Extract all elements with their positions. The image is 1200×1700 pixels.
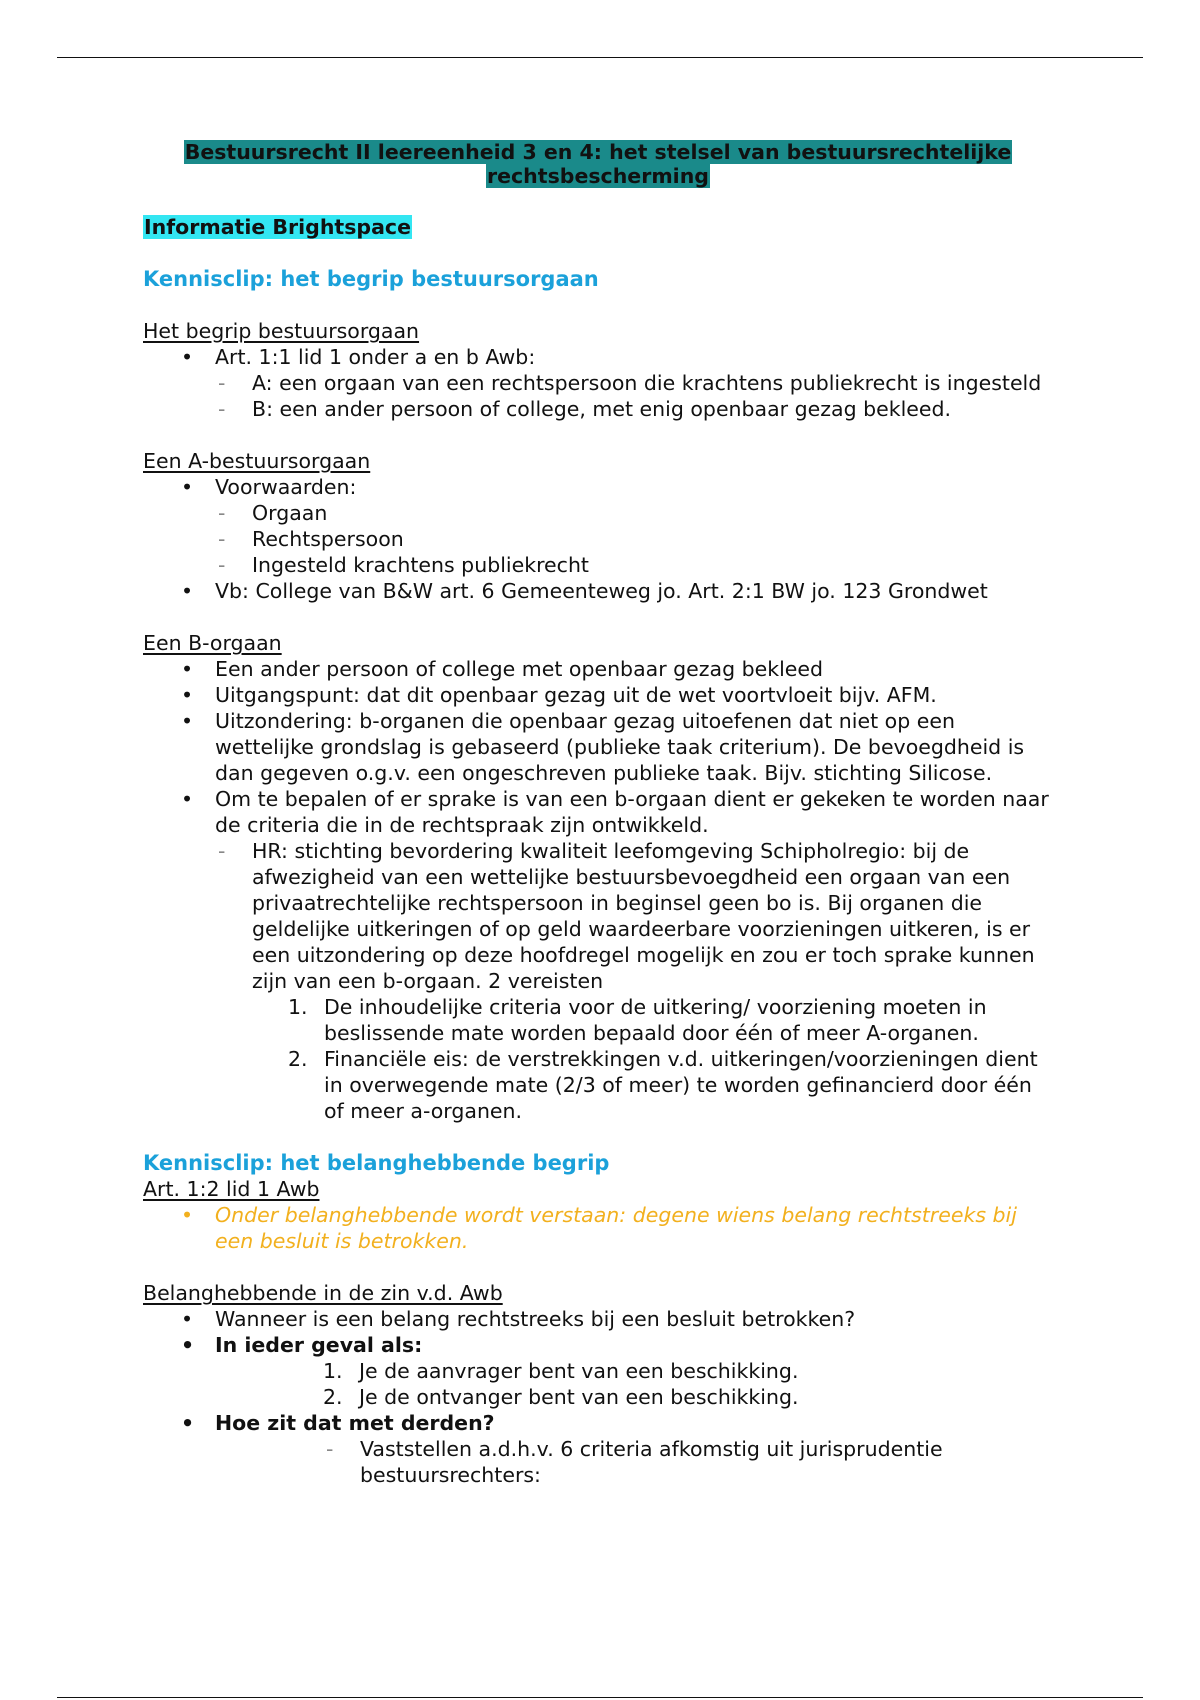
list-item: - A: een orgaan van een rechtspersoon die krachtens publiekrecht is ingesteld <box>143 370 1053 396</box>
list-quote <box>143 1202 1053 1254</box>
section-b-orgaan: Een B-orgaan <box>143 631 282 655</box>
clip2-heading: Kennisclip: het belanghebbende begrip <box>143 1151 610 1175</box>
item-number: 2. <box>323 1385 343 1409</box>
numbered-item <box>143 994 1053 1046</box>
section-belanghebbende: Belanghebbende in de zin v.d. Awb <box>143 1281 503 1305</box>
list-item: - B: een ander persoon of college, met enig openbaar gezag bekleed. <box>143 396 1053 422</box>
list-item: • Uitgangspunt: dat dit openbaar gezag uit de wet voortvloeit bijv. AFM. <box>143 682 1053 708</box>
section-a-bestuursorgaan: Een A-bestuursorgaan <box>143 449 371 473</box>
numbered-item <box>143 1384 1053 1410</box>
list-belanghebbende <box>143 1306 1053 1488</box>
title-line-2: rechtsbescherming <box>487 164 709 188</box>
list-item: • Wanneer is een belang rechtstreeks bij een besluit betrokken? <box>143 1306 1053 1332</box>
list-item: • Om te bepalen of er sprake is van een b-orgaan dient er gekeken te worden naar de criteria die in de rechtspraak zijn ontwikkeld. <box>143 786 1053 838</box>
item-number: 2. <box>288 1047 308 1071</box>
item-number: 1. <box>323 1359 343 1383</box>
list-item: • Hoe zit dat met derden? <box>143 1410 1053 1436</box>
list-item: • In ieder geval als: <box>143 1332 1053 1358</box>
list-b-orgaan <box>143 656 1053 1124</box>
numbered-item <box>143 1358 1053 1384</box>
list-item: • Voorwaarden: <box>143 474 1053 500</box>
section-begrip-bestuursorgaan: Het begrip bestuursorgaan <box>143 319 420 343</box>
list-a-orgaan <box>143 474 1053 604</box>
item-text: De inhoudelijke criteria voor de uitkering/ voorziening moeten in beslissende mate worden bepaald door één of meer A-organen. <box>324 995 987 1045</box>
footer-rule <box>57 1697 1143 1698</box>
item-text: Financiële eis: de verstrekkingen v.d. uitkeringen/voorzieningen dient in overwegende mate (2/3 of meer) te worden gefinancierd door één of meer a-organen. <box>324 1047 1038 1123</box>
definition-quote: • Onder belanghebbende wordt verstaan: degene wiens belang rechtstreeks bij een besluit is betrokken. <box>143 1202 1053 1254</box>
list-item: - Ingesteld krachtens publiekrecht <box>143 552 1053 578</box>
header-rule <box>57 57 1143 58</box>
list-item: • Vb: College van B&W art. 6 Gemeenteweg jo. Art. 2:1 BW jo. 123 Grondwet <box>143 578 1053 604</box>
list-item: • Een ander persoon of college met openbaar gezag bekleed <box>143 656 1053 682</box>
item-text: Je de ontvanger bent van een beschikking. <box>359 1385 799 1409</box>
list-item: - HR: stichting bevordering kwaliteit leefomgeving Schipholregio: bij de afwezigheid van een wettelijke bestuursbevoegdheid een orgaan van een privaatrechtelijke rechtspersoon in beginsel geen bo is. Bij organen die geldelijke uitkeringen of op geld waardeerbare voorzieningen uitkeren, is er een uitzondering op deze hoofdregel mogelijk en zou er toch sprake kunnen zijn van een b-orgaan. 2 vereisten <box>143 838 1053 994</box>
info-heading: Informatie Brightspace <box>144 215 411 239</box>
list-item: • Art. 1:1 lid 1 onder a en b Awb: <box>143 344 1053 370</box>
document-title <box>143 140 1053 188</box>
item-number: 1. <box>288 995 308 1019</box>
list-item: - Vaststellen a.d.h.v. 6 criteria afkomstig uit jurisprudentie bestuursrechters: <box>143 1436 1053 1488</box>
article-reference: Art. 1:2 lid 1 Awb <box>143 1177 320 1201</box>
list-item: • Uitzondering: b-organen die openbaar gezag uitoefenen dat niet op een wettelijke grondslag is gebaseerd (publieke taak criterium). De bevoegdheid is dan gegeven o.g.v. een ongeschreven publieke taak. Bijv. stichting Silicose. <box>143 708 1053 786</box>
clip1-heading: Kennisclip: het begrip bestuursorgaan <box>143 267 599 291</box>
item-text: Je de aanvrager bent van een beschikking. <box>359 1359 799 1383</box>
list-begrip <box>143 344 1053 422</box>
list-item: - Rechtspersoon <box>143 526 1053 552</box>
title-line-1: Bestuursrecht II leereenheid 3 en 4: het stelsel van bestuursrechtelijke <box>184 140 1012 164</box>
list-item: - Orgaan <box>143 500 1053 526</box>
document-body <box>143 140 1053 1488</box>
numbered-item <box>143 1046 1053 1124</box>
